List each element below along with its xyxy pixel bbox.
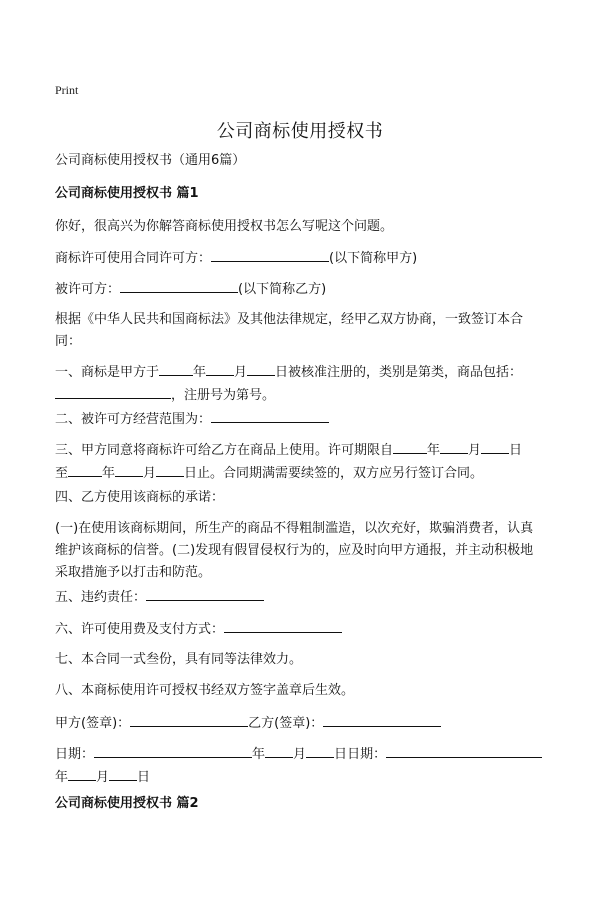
clause-2-label: 二、被许可方经营范围为： bbox=[55, 412, 212, 427]
blank bbox=[55, 384, 171, 399]
blank bbox=[146, 586, 264, 601]
party-b-sign-label: 乙方(签章)： bbox=[248, 716, 324, 731]
blank bbox=[156, 462, 184, 477]
date-label-b: 日期： bbox=[347, 747, 387, 762]
basis-paragraph: 根据《中华人民共和国商标法》及其他法律规定，经甲乙双方协商，一致签订本合同： bbox=[55, 312, 524, 349]
clause-7: 七、本合同一式叁份，具有同等法律效力。 bbox=[55, 652, 303, 667]
party-b-sign-blank bbox=[323, 712, 441, 727]
blank bbox=[247, 361, 275, 376]
licensor-label: 商标许可使用合同许可方： bbox=[55, 251, 212, 266]
clause-4: 四、乙方使用该商标的承诺： bbox=[55, 490, 225, 505]
clause-1-month: 月 bbox=[234, 365, 248, 380]
section-heading-2: 公司商标使用授权书 篇2 bbox=[55, 796, 199, 811]
clause-8: 八、本商标使用许可授权书经双方签字盖章后生效。 bbox=[55, 683, 355, 698]
print-link[interactable]: Print bbox=[55, 83, 79, 97]
licensee-label: 被许可方： bbox=[55, 282, 121, 297]
clause-3-year: 年 bbox=[427, 443, 441, 458]
blank bbox=[115, 462, 143, 477]
blank bbox=[211, 408, 329, 423]
clause-3-lead: 三、甲方同意将商标许可给乙方在商品上使用。许可期限自 bbox=[55, 443, 394, 458]
blank bbox=[440, 439, 468, 454]
clause-1-tail: ，注册号为第号。 bbox=[171, 388, 276, 403]
date-year-b: 年 bbox=[55, 770, 69, 785]
licensee-suffix: (以下简称乙方) bbox=[238, 282, 327, 297]
licensor-line bbox=[55, 247, 417, 270]
clause-1-year: 年 bbox=[193, 365, 207, 380]
licensee-line bbox=[55, 278, 326, 301]
subtitle: 公司商标使用授权书（通用6篇） bbox=[55, 153, 246, 168]
licensor-suffix: (以下简称甲方) bbox=[329, 251, 418, 266]
date-blank bbox=[94, 743, 252, 758]
licensor-blank bbox=[211, 247, 329, 262]
date-day-b: 日 bbox=[137, 770, 151, 785]
date-label-a: 日期： bbox=[55, 747, 95, 762]
date-blank bbox=[386, 743, 542, 758]
blank bbox=[68, 766, 96, 781]
clause-3 bbox=[55, 439, 545, 485]
clause-6-label: 六、许可使用费及支付方式： bbox=[55, 622, 225, 637]
clause-3-year2: 年 bbox=[102, 466, 116, 481]
clause-3-to: 至 bbox=[55, 466, 69, 481]
blank bbox=[265, 743, 293, 758]
blank bbox=[306, 743, 334, 758]
date-month: 月 bbox=[293, 747, 307, 762]
clause-3-tail: 日止。合同期满需要续签的，双方应另行签订合同。 bbox=[184, 466, 484, 481]
blank bbox=[393, 439, 427, 454]
clause-1 bbox=[55, 361, 545, 407]
clause-1-mid: 日被核准注册的，类别是第类，商品包括： bbox=[275, 365, 523, 380]
blank bbox=[109, 766, 137, 781]
party-a-sign-label: 甲方(签章)： bbox=[55, 716, 131, 731]
clause-3-day: 日 bbox=[509, 443, 523, 458]
date-year: 年 bbox=[252, 747, 266, 762]
blank bbox=[481, 439, 509, 454]
party-a-sign-blank bbox=[130, 712, 248, 727]
document-title: 公司商标使用授权书 bbox=[216, 121, 384, 142]
clause-5 bbox=[55, 586, 264, 609]
blank bbox=[224, 618, 342, 633]
clause-5-label: 五、违约责任： bbox=[55, 590, 147, 605]
clause-2 bbox=[55, 408, 329, 431]
blank bbox=[206, 361, 234, 376]
clause-1-lead: 一、商标是甲方于 bbox=[55, 365, 160, 380]
licensee-blank bbox=[120, 278, 238, 293]
section-heading-1: 公司商标使用授权书 篇1 bbox=[55, 186, 199, 201]
clause-6 bbox=[55, 618, 342, 641]
date-line bbox=[55, 743, 545, 789]
blank bbox=[68, 462, 102, 477]
clause-4-body: (一)在使用该商标期间，所生产的商品不得粗制滥造，以次充好，欺骗消费者，认真维护该商标的信誉。(二)发现有假冒侵权行为的，应及时向甲方通报，并主动积极地采取措施予以打击和防范。 bbox=[55, 521, 534, 580]
clause-3-month2: 月 bbox=[143, 466, 157, 481]
signature-line bbox=[55, 712, 441, 735]
date-month-b: 月 bbox=[96, 770, 110, 785]
blank bbox=[159, 361, 193, 376]
date-day: 日 bbox=[334, 747, 348, 762]
clause-3-month: 月 bbox=[468, 443, 482, 458]
greeting-text: 你好，很高兴为你解答商标使用授权书怎么写呢这个问题。 bbox=[55, 219, 394, 234]
